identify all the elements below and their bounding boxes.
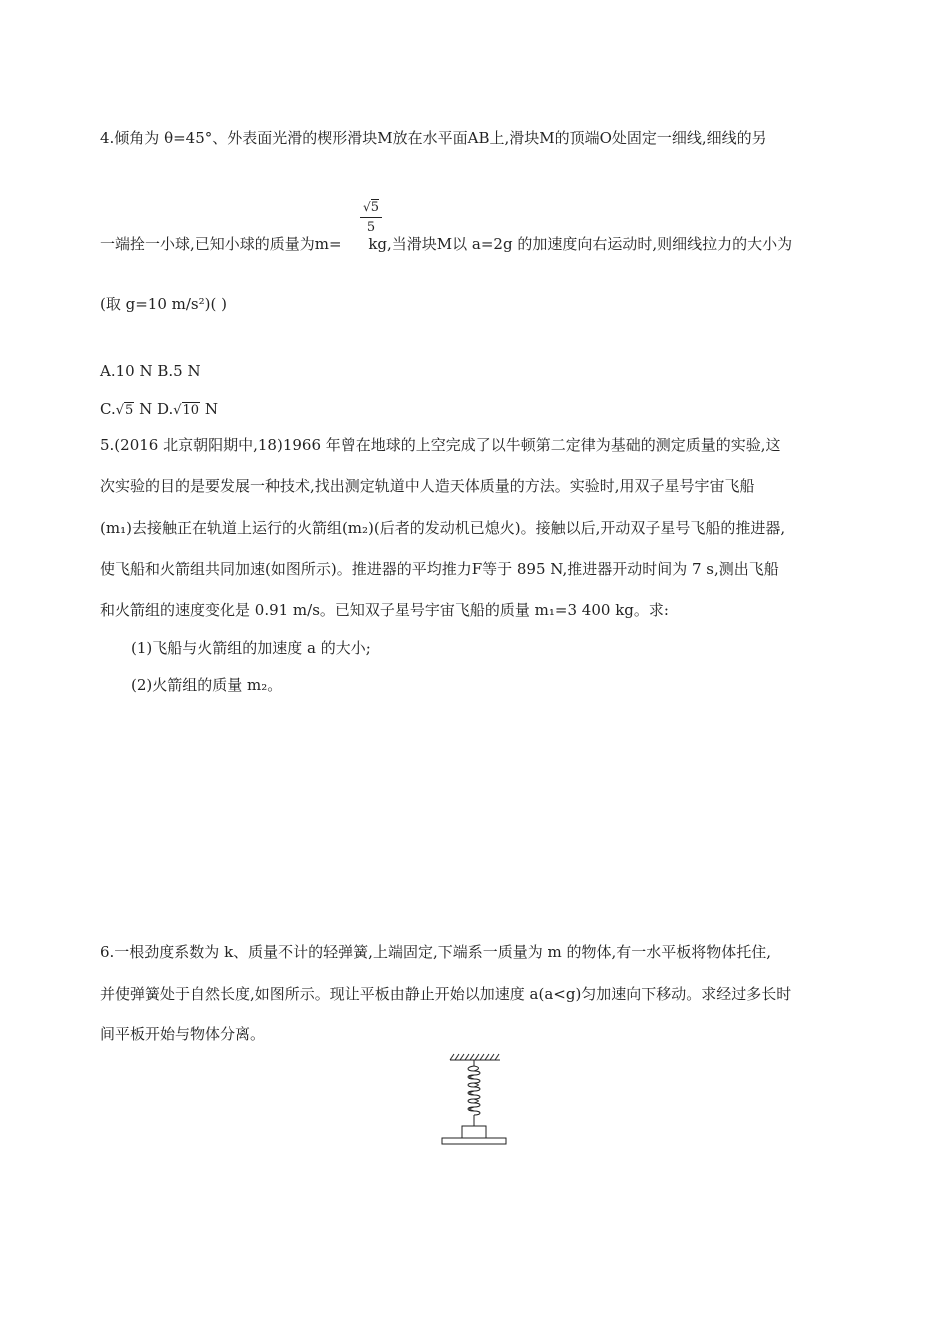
spring	[468, 1060, 480, 1126]
block-object	[462, 1126, 486, 1138]
mass-fraction: √5 5	[360, 200, 382, 235]
q4-options-a-b: A.10 N B.5 N	[100, 362, 201, 380]
q4-options-c-d	[100, 400, 218, 418]
q5-line-5: 和火箭组的速度变化是 0.91 m/s。已知双子星号宇宙飞船的质量 m₁=3 400 kg。求:	[100, 601, 669, 619]
q5-line-4: 使飞船和火箭组共同加速(如图所示)。推进器的平均推力F等于 895 N,推进器开动时间为 7 s,测出飞船	[100, 560, 779, 578]
frac-denominator: 5	[366, 220, 376, 235]
q5-subquestion-1: (1)飞船与火箭组的加速度 a 的大小;	[131, 639, 371, 657]
support-plate	[442, 1138, 506, 1144]
q6-line-1: 6.一根劲度系数为 k、质量不计的轻弹簧,上端固定,下端系一质量为 m 的物体,有一水平板将物体托住,	[100, 943, 772, 961]
q4-line-2-end: kg,当滑块M以 a=2g 的加速度向右运动时,则细线拉力的大小为	[363, 235, 793, 253]
spring-diagram	[440, 1050, 510, 1150]
option-c-label: C.	[100, 400, 116, 418]
ceiling-support	[450, 1054, 500, 1060]
option-d-unit: N	[200, 400, 218, 418]
q4-line-2-start: 一端拴一小球,已知小球的质量为m=	[100, 235, 342, 253]
sqrt-5: √5	[115, 403, 134, 418]
frac-numerator: 5	[370, 200, 379, 215]
q6-line-2: 并使弹簧处于自然长度,如图所示。现让平板由静止开始以加速度 a(a<g)匀加速向下移动。求经过多长时	[100, 985, 792, 1003]
sqrt-10: √10	[173, 403, 200, 418]
q4-line-3: (取 g=10 m/s²)( )	[100, 295, 227, 313]
q4-line-1: 4.倾角为 θ=45°、外表面光滑的楔形滑块M放在水平面AB上,滑块M的顶端O处固定一细线,细线的另	[100, 129, 767, 147]
fraction-bar	[360, 217, 382, 218]
q5-line-2: 次实验的目的是要发展一种技术,找出测定轨道中人造天体质量的方法。实验时,用双子星号宇宙飞船	[100, 477, 755, 495]
option-c-unit: N D.	[134, 400, 174, 418]
q5-line-3: (m₁)去接触正在轨道上运行的火箭组(m₂)(后者的发动机已熄火)。接触以后,开动双子星号飞船的推进器,	[100, 519, 786, 537]
q5-subquestion-2: (2)火箭组的质量 m₂。	[131, 676, 283, 694]
q6-line-3: 间平板开始与物体分离。	[100, 1025, 266, 1043]
q4-line-2	[100, 233, 792, 254]
q5-line-1: 5.(2016 北京朝阳期中,18)1966 年曾在地球的上空完成了以牛顿第二定律为基础的测定质量的实验,这	[100, 436, 781, 454]
